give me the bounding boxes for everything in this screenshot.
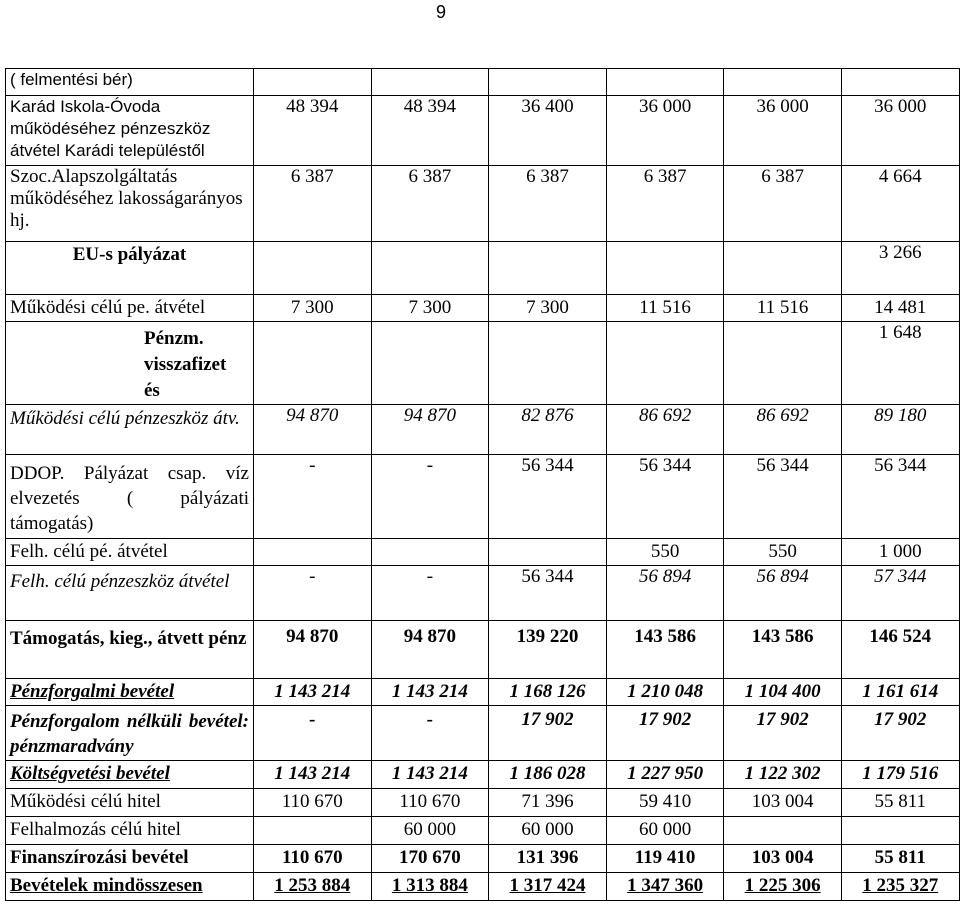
cell-value: 6 387 [489,166,607,242]
cell-value [254,242,372,295]
cell-value: - [371,566,489,621]
cell-value [724,322,842,405]
table-row [6,96,960,166]
row-label: Finanszírozási bevétel [6,845,254,873]
cell-value [606,322,724,405]
cell-value: 1 317 424 [489,873,607,901]
cell-value: 94 870 [254,405,372,455]
table-row [6,242,960,295]
cell-value: 1 210 048 [606,679,724,706]
cell-value: 48 394 [254,96,372,166]
cell-value: 17 902 [841,706,959,761]
cell-value: 1 227 950 [606,761,724,789]
row-label: Támogatás, kieg., átvett pénz [6,621,254,679]
cell-value: 56 344 [489,455,607,539]
cell-value: 36 000 [606,96,724,166]
cell-value [841,817,959,845]
cell-value: 139 220 [489,621,607,679]
cell-value [371,322,489,405]
cell-value: 86 692 [606,405,724,455]
cell-value: 94 870 [371,405,489,455]
cell-value: 1 168 126 [489,679,607,706]
cell-value: 4 664 [841,166,959,242]
table-row [6,873,960,901]
table-row [6,566,960,621]
cell-value: 17 902 [606,706,724,761]
row-label: DDOP. Pályázat csap. víz elvezetés ( pályázati támogatás) [6,455,254,539]
cell-value: 103 004 [724,845,842,873]
cell-value: 7 300 [489,295,607,322]
cell-value: 1 347 360 [606,873,724,901]
table-row [6,817,960,845]
cell-value: 1 225 306 [724,873,842,901]
cell-value: 60 000 [371,817,489,845]
cell-value: 1 313 884 [371,873,489,901]
table-row [6,322,960,405]
cell-value: 1 122 302 [724,761,842,789]
cell-value [489,242,607,295]
table-row [6,166,960,242]
cell-value: 57 344 [841,566,959,621]
cell-value: 1 143 214 [371,761,489,789]
cell-value: 94 870 [371,621,489,679]
row-label: Költségvetési bevétel [6,761,254,789]
table-row [6,845,960,873]
cell-value: 550 [724,539,842,566]
cell-value [724,242,842,295]
row-label: Pénzforgalmi bevétel [6,679,254,706]
cell-value: 11 516 [606,295,724,322]
cell-value: 103 004 [724,789,842,817]
cell-value: 119 410 [606,845,724,873]
cell-value: 170 670 [371,845,489,873]
budget-table [5,68,960,901]
cell-value: 59 410 [606,789,724,817]
cell-value: 131 396 [489,845,607,873]
cell-value [254,539,372,566]
row-label: EU-s pályázat [6,242,254,295]
cell-value [489,69,607,96]
cell-value: 56 344 [489,566,607,621]
cell-value: 55 811 [841,845,959,873]
cell-value: 56 894 [724,566,842,621]
cell-value: 60 000 [489,817,607,845]
cell-value: 146 524 [841,621,959,679]
table-row [6,789,960,817]
row-label: Karád Iskola-Óvoda működéséhez pénzeszköz átvétel Karádi településtől [6,96,254,166]
table-row [6,621,960,679]
cell-value: 17 902 [489,706,607,761]
row-label: Felhalmozás célú hitel [6,817,254,845]
cell-value [371,242,489,295]
cell-value: 36 000 [724,96,842,166]
table-row [6,455,960,539]
row-label: ( felmentési bér) [6,69,254,96]
cell-value: 60 000 [606,817,724,845]
cell-value: 143 586 [724,621,842,679]
cell-value [606,242,724,295]
cell-value [371,539,489,566]
cell-value: 110 670 [254,845,372,873]
cell-value [371,69,489,96]
row-label: Felh. célú pénzeszköz átvétel [6,566,254,621]
row-label: Működési célú hitel [6,789,254,817]
cell-value [724,69,842,96]
table-row [6,761,960,789]
table-row [6,69,960,96]
cell-value: - [254,455,372,539]
row-label: Pénzforgalom nélküli bevétel: pénzmaradvány [6,706,254,761]
cell-value: 14 481 [841,295,959,322]
row-label: Szoc.Alapszolgáltatás működéséhez lakosságarányos hj. [6,166,254,242]
cell-value: 6 387 [254,166,372,242]
cell-value [254,322,372,405]
cell-value: 110 670 [371,789,489,817]
cell-value: 550 [606,539,724,566]
cell-value: - [254,706,372,761]
cell-value: - [371,455,489,539]
cell-value: 6 387 [724,166,842,242]
cell-value [489,539,607,566]
cell-value: 36 000 [841,96,959,166]
cell-value: 56 344 [724,455,842,539]
cell-value [254,69,372,96]
cell-value [606,69,724,96]
row-label: Működési célú pénzeszköz átv. [6,405,254,455]
cell-value: 55 811 [841,789,959,817]
cell-value: 1 235 327 [841,873,959,901]
cell-value: - [254,566,372,621]
cell-value: 143 586 [606,621,724,679]
cell-value [254,817,372,845]
cell-value: 110 670 [254,789,372,817]
cell-value: 1 143 214 [254,761,372,789]
row-label: Működési célú pe. átvétel [6,295,254,322]
row-label: Bevételek mindösszesen [6,873,254,901]
table-row [6,539,960,566]
cell-value: 56 344 [841,455,959,539]
cell-value: 1 161 614 [841,679,959,706]
cell-value: 6 387 [371,166,489,242]
cell-value: 1 253 884 [254,873,372,901]
cell-value: 94 870 [254,621,372,679]
cell-value: 7 300 [371,295,489,322]
cell-value: 1 186 028 [489,761,607,789]
cell-value: 6 387 [606,166,724,242]
cell-value: 89 180 [841,405,959,455]
cell-value: 48 394 [371,96,489,166]
cell-value: 86 692 [724,405,842,455]
cell-value: 17 902 [724,706,842,761]
row-label: Felh. célú pé. átvétel [6,539,254,566]
cell-value: 71 396 [489,789,607,817]
cell-value: 11 516 [724,295,842,322]
cell-value: 82 876 [489,405,607,455]
cell-value: 3 266 [841,242,959,295]
table-row [6,295,960,322]
row-label: Pénzm. visszafizet és [6,322,254,405]
cell-value: 36 400 [489,96,607,166]
cell-value: - [371,706,489,761]
cell-value: 56 894 [606,566,724,621]
table-row [6,679,960,706]
cell-value [724,817,842,845]
table-row [6,706,960,761]
cell-value [489,322,607,405]
page-number: 9 [435,2,446,22]
cell-value: 56 344 [606,455,724,539]
cell-value [841,69,959,96]
cell-value: 7 300 [254,295,372,322]
cell-value: 1 104 400 [724,679,842,706]
cell-value: 1 143 214 [371,679,489,706]
cell-value: 1 143 214 [254,679,372,706]
cell-value: 1 648 [841,322,959,405]
cell-value: 1 179 516 [841,761,959,789]
table-row [6,405,960,455]
cell-value: 1 000 [841,539,959,566]
